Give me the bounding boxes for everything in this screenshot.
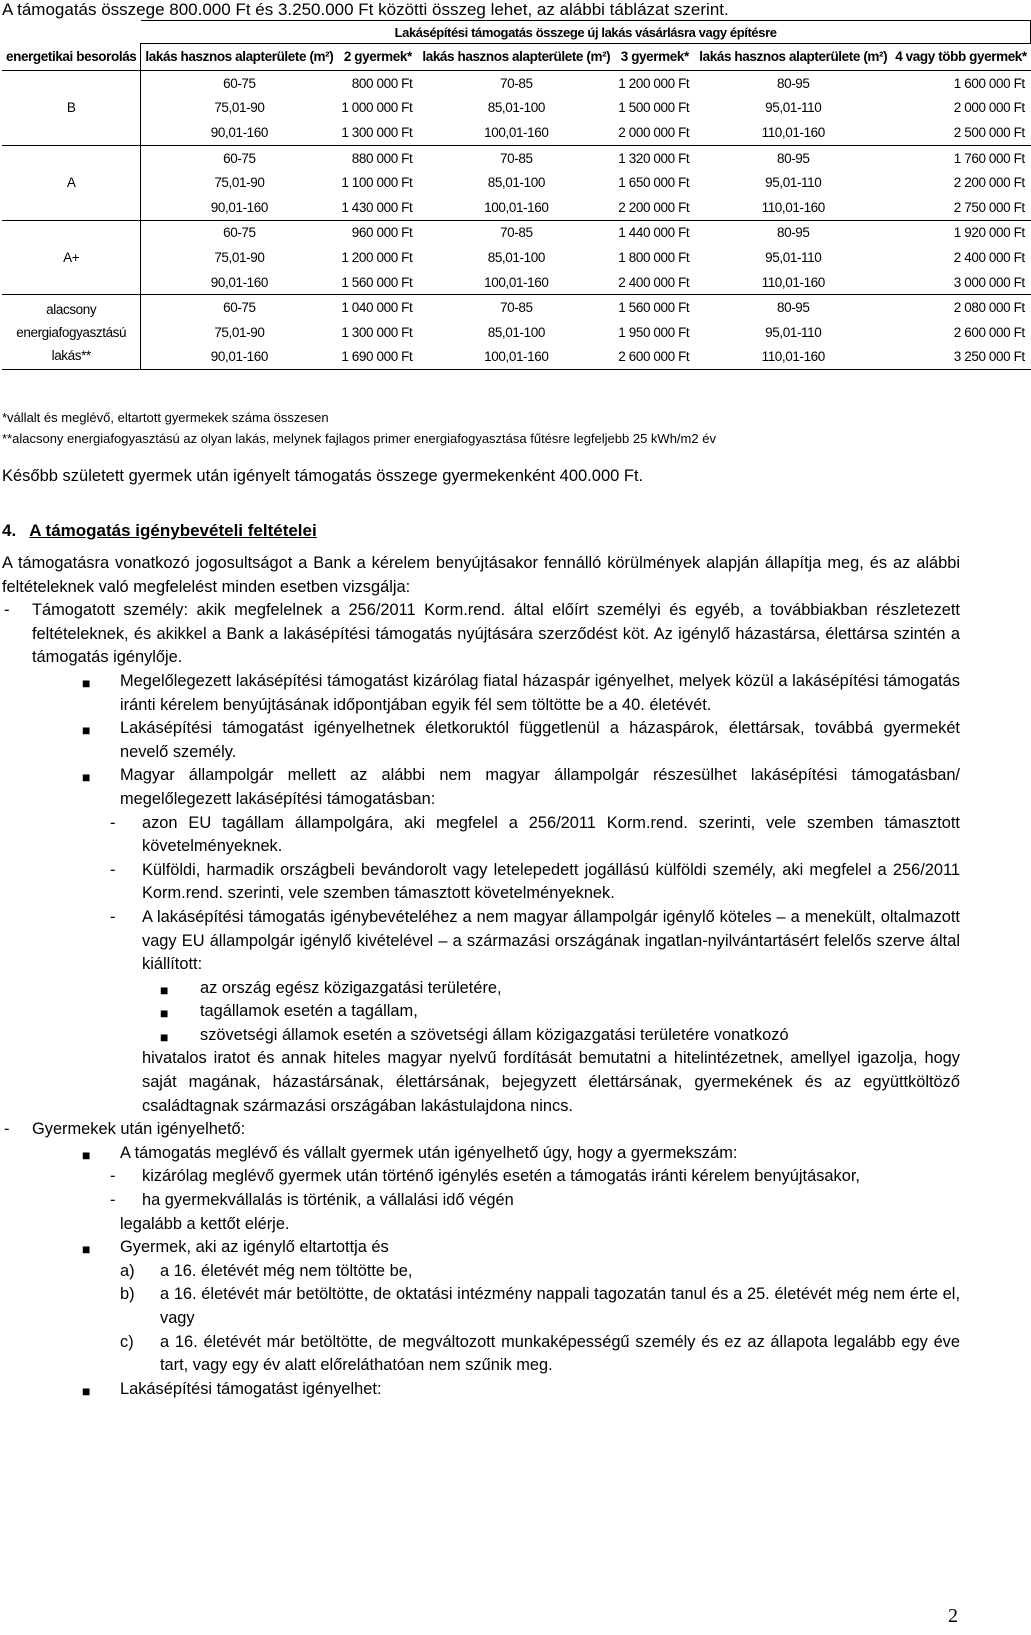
table-row (2, 270, 1031, 295)
amount-cell: 3 000 000 Ft (891, 270, 1031, 295)
area-cell: 95,01-110 (765, 100, 822, 116)
area-cell: 110,01-160 (695, 120, 891, 145)
amount-cell: 2 000 000 Ft (614, 120, 695, 145)
table-row (2, 295, 1031, 320)
dash-item-supported-person: - Támogatott személy: akik megfelelnek a 256/2011 Korm.rend. által előírt személyi és egyéb, a továbbiakban részletezett feltételeknek, és akikkel a Bank a lakásépítési támogatás nyújtására szerződést köt. Az igénylő házastársa, élettársa szintén a támogatás igénylője. (4, 601, 960, 667)
amount-cell: 1 600 000 Ft (953, 75, 1025, 91)
energy-class-label: A+ (2, 220, 141, 295)
square-bullet-icon: ■ (82, 769, 91, 786)
area-cell: 100,01-160 (418, 270, 614, 295)
sub-bullet-item: ■ tagállamok esetén a tagállam, (2, 1000, 960, 1024)
area-cell: 110,01-160 (695, 195, 891, 220)
continuation-text: hivatalos iratot és annak hiteles magyar nyelvű fordítását bemutatni a hitelintézetnek, amellyel igazolja, hogy saját magának, házastársának, élettársának, bejegyzett élettársának, gyermekének és az együttköltöző családtagnak származási országában lakástulajdona nincs. (142, 1049, 960, 1115)
sub-dash-item: - ha gyermekvállalás is történik, a vállalási idő végén (110, 1191, 514, 1210)
footnote-1: *vállalt és meglévő, eltartott gyermekek száma összesen (2, 410, 329, 425)
amount-cell: 1 320 000 Ft (618, 150, 690, 166)
energy-class-label: A (2, 145, 141, 220)
square-bullet-icon: ■ (82, 1241, 91, 1258)
amount-cell: 1 560 000 Ft (337, 270, 418, 295)
square-bullet-icon: ■ (160, 1005, 169, 1022)
sub-dash-item: - A lakásépítési támogatás igénybevételéhez a nem magyar állampolgár igénylő köteles – a menekült, oltalmazott vagy EU állampolgár igénylő kivételével – a származási országának ingatlan-nyilvántartásért felelős szerve által kiállított: (110, 907, 960, 974)
area-cell: 100,01-160 (418, 195, 614, 220)
bullet-item: ■ A támogatás meglévő és vállalt gyermek után igényelhető úgy, hogy a gyermekszám: (2, 1142, 960, 1166)
section-heading (2, 521, 317, 541)
table-row (2, 220, 1031, 245)
section-body (2, 552, 960, 1401)
amount-cell: 3 250 000 Ft (891, 345, 1031, 370)
amount-cell: 1 560 000 Ft (618, 300, 690, 316)
paragraph-1: A támogatásra vonatkozó jogosultságot a Bank a kérelem benyújtásakor fennálló körülmények alapján állapítja meg, és az alábbi feltételeknek való megfelelést minden esetben vizsgálja: (2, 554, 960, 596)
amount-cell: 1 760 000 Ft (953, 150, 1025, 166)
header-area-1: lakás hasznos alapterülete (m²) (141, 44, 337, 71)
area-cell: 70-85 (500, 75, 533, 91)
square-bullet-icon: ■ (82, 1146, 91, 1163)
sub-dash-item: - azon EU tagállam állampolgára, aki megfelel a 256/2011 Korm.rend. szerinti, vele szemben támasztott követelményeknek. (110, 813, 960, 856)
area-cell: 85,01-100 (487, 100, 545, 116)
amount-cell: 2 080 000 Ft (953, 300, 1025, 316)
area-cell: 80-95 (776, 300, 810, 316)
area-cell: 110,01-160 (695, 345, 891, 370)
amount-cell: 1 950 000 Ft (618, 324, 690, 340)
area-cell: 90,01-160 (141, 120, 337, 145)
area-cell: 85,01-100 (487, 324, 545, 340)
square-bullet-icon: ■ (160, 1028, 169, 1045)
amount-cell: 2 500 000 Ft (891, 120, 1031, 145)
area-cell: 95,01-110 (765, 324, 822, 340)
table-row (2, 195, 1031, 220)
lettered-item-a: a) a 16. életévét még nem töltötte be, (120, 1261, 413, 1280)
area-cell: 95,01-110 (765, 249, 822, 265)
footnotes (2, 407, 716, 449)
amount-cell: 2 600 000 Ft (614, 345, 695, 370)
amount-cell: 2 750 000 Ft (891, 195, 1031, 220)
bullet-item: ■ Lakásépítési támogatást igényelhet: (2, 1378, 960, 1402)
amount-cell: 1 300 000 Ft (337, 120, 418, 145)
table-row (2, 245, 1031, 270)
area-cell: 100,01-160 (418, 120, 614, 145)
amount-cell: 1 800 000 Ft (618, 249, 690, 265)
table-row (2, 96, 1031, 121)
bullet-item: ■ Gyermek, aki az igénylő eltartottja és (2, 1236, 960, 1260)
energy-class-label: B (2, 71, 141, 146)
sub-bullet-item: ■ az ország egész közigazgatási területére, (2, 977, 960, 1001)
header-area-3: lakás hasznos alapterülete (m²) (695, 44, 891, 71)
area-cell: 95,01-110 (765, 175, 822, 191)
area-cell: 75,01-90 (214, 100, 265, 116)
table-row (2, 170, 1031, 195)
sub-dash-item: - kizárólag meglévő gyermek után történő igénylés esetén a támogatás iránti kérelem benyújtásakor, (110, 1167, 860, 1186)
table-row (2, 145, 1031, 170)
area-cell: 60-75 (223, 300, 256, 316)
bullet-item: ■ Lakásépítési támogatást igényelhetnek életkoruktól függetlenül a házaspárok, élettársak, továbbá gyermekét nevelő személy. (82, 719, 960, 761)
later-child-note: Később született gyermek után igényelt támogatás összege gyermekenként 400.000 Ft. (2, 467, 644, 485)
square-bullet-icon: ■ (82, 1382, 91, 1399)
header-area-2: lakás hasznos alapterülete (m²) (418, 44, 614, 71)
area-cell: 70-85 (500, 225, 533, 241)
sub-dash-item: - Külföldi, harmadik országbeli bevándorolt vagy letelepedett jogállású külföldi személy, aki megfelel a 256/2011 Korm.rend. szerinti, vele szemben támasztott követelményeknek. (110, 860, 960, 903)
area-cell: 60-75 (223, 75, 256, 91)
amount-cell: 1 650 000 Ft (618, 175, 690, 191)
amount-cell: 1 300 000 Ft (341, 324, 413, 340)
header-4-children: 4 vagy több gyermek* (891, 44, 1031, 71)
section-number: 4. (2, 521, 17, 540)
amount-cell: 1 920 000 Ft (953, 225, 1025, 241)
header-2-children: 2 gyermek* (337, 44, 418, 71)
amount-cell: 1 200 000 Ft (618, 75, 690, 91)
lettered-item-c: c) a 16. életévét már betöltötte, de megváltozott munkaképességű személy és ez az állapota legalább egy éve tart, vagy egy év alatt előreláthatóan nem szűnik meg. (120, 1332, 960, 1375)
amount-cell: 1 500 000 Ft (618, 100, 690, 116)
area-cell: 80-95 (776, 75, 810, 91)
amount-cell: 880 000 Ft (351, 150, 413, 166)
header-class: energetikai besorolás (2, 44, 141, 71)
area-cell: 110,01-160 (695, 270, 891, 295)
amount-cell: 800 000 Ft (351, 75, 413, 91)
area-cell: 60-75 (223, 150, 256, 166)
area-cell: 75,01-90 (214, 249, 265, 265)
amount-cell: 1 430 000 Ft (337, 195, 418, 220)
table-caption: Lakásépítési támogatás összege új lakás vásárlásra vagy építésre (141, 21, 1031, 44)
square-bullet-icon: ■ (160, 981, 169, 998)
energy-class-label: alacsony energiafogyasztású lakás** (2, 295, 141, 370)
footnote-2: **alacsony energiafogyasztású az olyan lakás, melynek fajlagos primer energiafogyasztása fűtésre legfeljebb 25 kWh/m2 év (2, 431, 716, 446)
area-cell: 85,01-100 (487, 249, 545, 265)
square-bullet-icon: ■ (82, 674, 91, 691)
table-header-row (2, 44, 1031, 71)
dash-item-children: - Gyermekek után igényelhető: (4, 1120, 246, 1139)
intro-text: A támogatás összege 800.000 Ft és 3.250.000 Ft közötti összeg lehet, az alábbi táblázat szerint. (2, 0, 729, 19)
header-3-children: 3 gyermek* (614, 44, 695, 71)
area-cell: 75,01-90 (214, 175, 265, 191)
area-cell: 90,01-160 (141, 270, 337, 295)
area-cell: 90,01-160 (141, 195, 337, 220)
amount-cell: 2 600 000 Ft (953, 324, 1025, 340)
bullet-item: ■ Megelőlegezett lakásépítési támogatást kizárólag fiatal házaspár igényelhet, melyek közül a lakásépítési támogatás iránti kérelem benyújtásának időpontjában egyik fél sem töltötte be a 40. életévét. (82, 671, 960, 714)
area-cell: 100,01-160 (418, 345, 614, 370)
square-bullet-icon: ■ (82, 722, 91, 739)
table-row (2, 120, 1031, 145)
sub-bullet-item: ■ szövetségi államok esetén a szövetségi állam közigazgatási területére vonatkozó (2, 1024, 960, 1048)
section-title: A támogatás igénybevételi feltételei (29, 521, 317, 540)
area-cell: 60-75 (223, 225, 256, 241)
amount-cell: 2 200 000 Ft (953, 175, 1025, 191)
page-number: 2 (948, 1605, 958, 1627)
area-cell: 80-95 (776, 225, 810, 241)
table-row (2, 345, 1031, 370)
table-row (2, 320, 1031, 345)
sub-dash-continuation: legalább a kettőt elérje. (120, 1214, 290, 1233)
table-caption-row (2, 21, 1031, 44)
amount-cell: 1 690 000 Ft (337, 345, 418, 370)
amount-cell: 1 000 000 Ft (341, 100, 413, 116)
amount-cell: 2 400 000 Ft (953, 249, 1025, 265)
amount-cell: 2 400 000 Ft (614, 270, 695, 295)
area-cell: 85,01-100 (487, 175, 545, 191)
area-cell: 75,01-90 (214, 324, 265, 340)
bullet-item: ■ Magyar állampolgár mellett az alábbi nem magyar állampolgár részesülhet lakásépítési támogatásban/ megelőlegezett lakásépítési támogatásban: (82, 766, 960, 808)
area-cell: 90,01-160 (141, 345, 337, 370)
amount-cell: 1 200 000 Ft (341, 249, 413, 265)
amount-cell: 960 000 Ft (351, 225, 413, 241)
table-row (2, 71, 1031, 96)
amount-cell: 1 440 000 Ft (618, 225, 690, 241)
amount-cell: 2 000 000 Ft (953, 100, 1025, 116)
amount-cell: 1 100 000 Ft (341, 175, 413, 191)
amount-cell: 2 200 000 Ft (614, 195, 695, 220)
area-cell: 70-85 (500, 300, 533, 316)
amount-cell: 1 040 000 Ft (341, 300, 413, 316)
area-cell: 70-85 (500, 150, 533, 166)
lettered-item-b: b) a 16. életévét már betöltötte, de oktatási intézmény nappali tagozatán tanul és a 25. életévét még nem érte el, vagy (120, 1285, 960, 1327)
table-body (2, 71, 1031, 370)
support-table (2, 20, 1031, 370)
area-cell: 80-95 (776, 150, 810, 166)
